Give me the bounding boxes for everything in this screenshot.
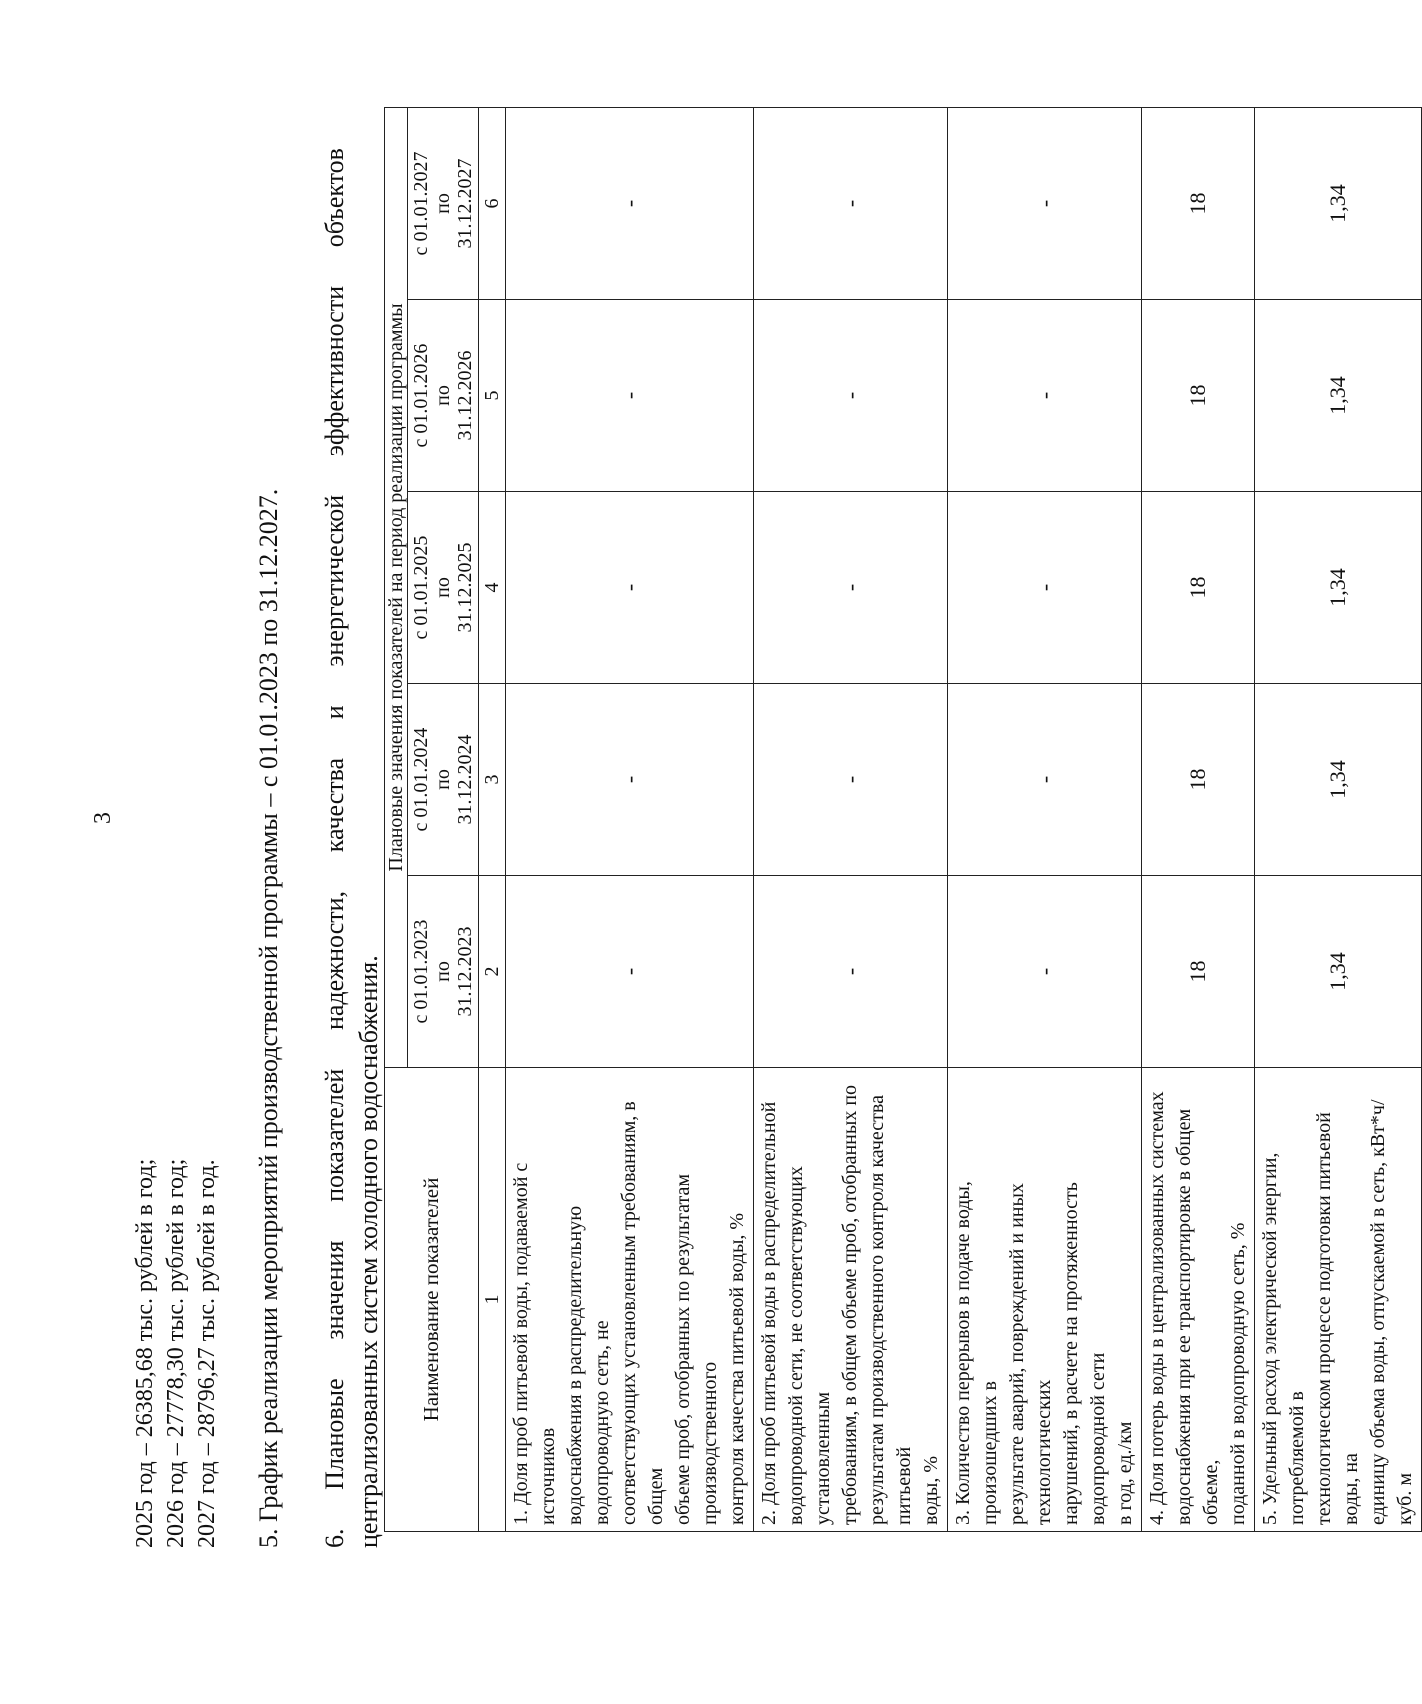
section-5-title: 5. График реализации мероприятий производственной программы – с 01.01.2023 по 31.12.2027.	[254, 488, 283, 1548]
heading-word: 6.	[320, 1528, 349, 1548]
indicator-value: -	[754, 492, 948, 684]
year-lines	[130, 88, 223, 1548]
indicator-name	[506, 1068, 754, 1532]
indicator-value: 18	[1142, 107, 1255, 299]
section-6-heading-line-1	[318, 148, 352, 1548]
heading-word: объектов	[320, 148, 349, 248]
heading-word: Плановые	[320, 1378, 349, 1490]
table-row	[1142, 107, 1255, 1531]
page-number: 3	[90, 812, 116, 824]
table-row	[1255, 107, 1422, 1531]
indicator-name-line: 4. Доля потерь воды в централизованных системах	[1146, 1091, 1168, 1525]
planned-values-header: Плановые значения показателей на период реализации программы	[385, 107, 408, 1067]
period-header	[408, 876, 479, 1068]
period-mid: по	[432, 193, 454, 214]
period-header	[408, 300, 479, 492]
period-mid: по	[432, 385, 454, 406]
indicator-value: 1,34	[1255, 492, 1422, 684]
indicator-value: 1,34	[1255, 684, 1422, 876]
indicator-name-line: 5. Удельный расход электрической энергии, потребляемой в	[1259, 1152, 1308, 1525]
indicator-name-line: результате аварий, повреждений и иных технологических	[1006, 1183, 1055, 1525]
indicator-name	[948, 1068, 1142, 1532]
heading-word: энергетической	[320, 494, 349, 667]
period-to: 31.12.2023	[454, 926, 476, 1017]
period-to: 31.12.2026	[454, 350, 476, 441]
rotated-landscape-content	[90, 88, 1416, 1548]
indicator-value: -	[754, 876, 948, 1068]
indicator-value: -	[754, 300, 948, 492]
section-6-heading	[318, 148, 386, 1548]
period-mid: по	[432, 961, 454, 982]
indicator-name-line: водоснабжения в распределительную водопроводную сеть, не	[564, 1205, 613, 1525]
column-number: 6	[479, 107, 506, 299]
indicator-value: 1,34	[1255, 876, 1422, 1068]
indicator-name-line: поданной в водопроводную сеть, %	[1227, 1222, 1249, 1525]
indicator-value: -	[754, 684, 948, 876]
heading-word: и	[320, 705, 349, 720]
period-header	[408, 492, 479, 684]
indicator-name-line: воды, %	[920, 1455, 942, 1525]
period-to: 31.12.2027	[454, 158, 476, 249]
column-number: 4	[479, 492, 506, 684]
indicator-value: 18	[1142, 492, 1255, 684]
year-line: 2025 год – 26385,68 тыс. рублей в год;	[132, 1158, 158, 1548]
indicator-name	[754, 1068, 948, 1532]
column-number: 3	[479, 684, 506, 876]
indicator-value: -	[506, 684, 754, 876]
heading-word: надежности,	[320, 890, 349, 1031]
indicator-value: -	[506, 107, 754, 299]
indicator-name-line: объеме проб, отобранных по результатам производственного	[672, 1173, 721, 1525]
indicator-name-line: единицу объема воды, отпускаемой в сеть, кВт*ч/куб. м	[1367, 1099, 1416, 1525]
indicator-name	[1255, 1068, 1422, 1532]
indicator-value: -	[948, 492, 1142, 684]
indicator-name-line: водоснабжения при ее транспортировке в общем объеме,	[1173, 1108, 1222, 1525]
indicators-table	[384, 107, 1422, 1532]
indicator-value: 1,34	[1255, 107, 1422, 299]
indicator-name-line: требованиям, в общем объеме проб, отобранных по	[839, 1084, 861, 1525]
indicator-value: -	[948, 876, 1142, 1068]
column-number: 2	[479, 876, 506, 1068]
period-header	[408, 684, 479, 876]
year-line: 2027 год – 28796,27 тыс. рублей в год.	[194, 1159, 220, 1548]
period-from: с 01.01.2024	[410, 727, 432, 832]
indicator-value: 18	[1142, 300, 1255, 492]
indicator-name-line: результатам производственного контроля качества питьевой	[866, 1095, 915, 1525]
indicator-value: -	[754, 107, 948, 299]
heading-word: качества	[320, 757, 349, 853]
indicator-name-line: в год, ед./км	[1114, 1421, 1136, 1525]
indicator-name-line: соответствующих установленным требованиям, в общем	[618, 1101, 667, 1525]
indicator-name-line: нарушений, в расчете на протяженность водопроводной сети	[1060, 1182, 1109, 1525]
period-mid: по	[432, 769, 454, 790]
indicator-name-line: 1. Доля проб питьевой воды, подаваемой с источников	[510, 1162, 559, 1525]
table-row	[506, 107, 754, 1531]
indicator-value: 18	[1142, 876, 1255, 1068]
period-header	[408, 107, 479, 299]
period-mid: по	[432, 577, 454, 598]
indicator-value: 1,34	[1255, 300, 1422, 492]
period-from: с 01.01.2023	[410, 919, 432, 1024]
indicator-name-line: контроля качества питьевой воды, %	[726, 1212, 748, 1525]
column-number: 1	[479, 1068, 506, 1532]
period-to: 31.12.2024	[454, 734, 476, 825]
table-row	[948, 107, 1142, 1531]
heading-word: эффективности	[320, 285, 349, 457]
indicator-value: -	[506, 492, 754, 684]
column-number: 5	[479, 300, 506, 492]
indicator-value: -	[948, 684, 1142, 876]
period-from: с 01.01.2026	[410, 343, 432, 448]
indicator-name-line: технологическом процессе подготовки питьевой воды, на	[1313, 1112, 1362, 1525]
indicator-name-header: Наименование показателей	[385, 1068, 479, 1532]
year-line: 2026 год – 27778,30 тыс. рублей в год;	[163, 1158, 189, 1548]
heading-word: значения	[320, 1240, 349, 1340]
indicator-value: -	[506, 300, 754, 492]
indicator-name-line: 2. Доля проб питьевой воды в распределительной	[758, 1101, 780, 1525]
table-row	[754, 107, 948, 1531]
indicator-value: -	[948, 107, 1142, 299]
period-from: с 01.01.2025	[410, 535, 432, 640]
indicator-name-line: водопроводной сети, не соответствующих установленным	[785, 1166, 834, 1525]
column-number-row	[479, 107, 506, 1531]
indicator-name-line: 3. Количество перерывов в подаче воды, произошедших в	[952, 1181, 1001, 1525]
heading-word: показателей	[320, 1068, 349, 1202]
indicator-value: -	[506, 876, 754, 1068]
indicator-value: -	[948, 300, 1142, 492]
indicator-value: 18	[1142, 684, 1255, 876]
period-to: 31.12.2025	[454, 542, 476, 633]
indicator-name	[1142, 1068, 1255, 1532]
section-6-heading-line-2: централизованных систем холодного водоснабжения.	[354, 955, 383, 1548]
period-from: с 01.01.2027	[410, 151, 432, 256]
